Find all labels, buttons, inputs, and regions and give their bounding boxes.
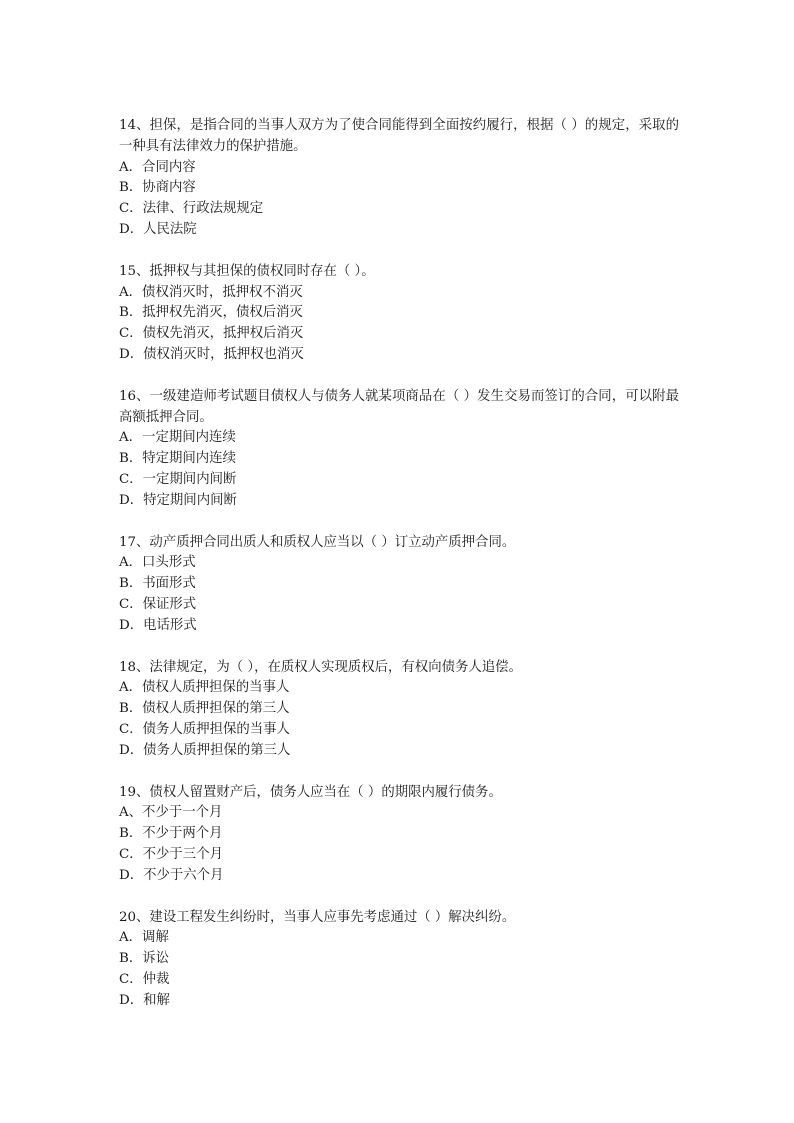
option-b: B．不少于两个月 <box>119 826 223 842</box>
option-b: B．抵押权先消灭，债权后消灭 <box>119 305 303 321</box>
option-b: B．诉讼 <box>119 951 170 967</box>
question-18 <box>119 658 679 762</box>
option-b: B．债权人质押担保的第三人 <box>119 701 290 717</box>
option-d: D．电话形式 <box>119 617 197 633</box>
option-c: C．债务人质押担保的当事人 <box>119 721 290 737</box>
option-a: A．合同内容 <box>119 159 196 175</box>
question-stem: 14、担保，是指合同的当事人双方为了使合同能得到全面按约履行，根据（ ）的规定，采取的一种具有法律效力的保护措施。 <box>119 118 679 154</box>
option-c: C．仲裁 <box>119 971 170 987</box>
option-c: C．一定期间内间断 <box>119 471 237 487</box>
question-19 <box>119 783 679 887</box>
question-stem: 15、抵押权与其担保的债权同时存在（ ）。 <box>119 263 375 279</box>
question-20 <box>119 908 679 1012</box>
question-15 <box>119 262 679 366</box>
option-a: A．债权消灭时，抵押权不消灭 <box>119 284 303 300</box>
option-b: B．书面形式 <box>119 576 196 592</box>
document-page <box>119 116 679 1032</box>
option-d: D．人民法院 <box>119 221 197 237</box>
question-14 <box>119 116 679 241</box>
option-c: C．债权先消灭，抵押权后消灭 <box>119 326 304 342</box>
option-b: B．协商内容 <box>119 180 196 196</box>
option-c: C．保证形式 <box>119 596 197 612</box>
question-stem: 19、债权人留置财产后，债务人应当在（ ）的期限内履行债务。 <box>119 784 502 800</box>
option-d: D．和解 <box>119 992 170 1008</box>
question-stem: 20、建设工程发生纠纷时，当事人应事先考虑通过（ ）解决纠纷。 <box>119 909 516 925</box>
option-a: A．一定期间内连续 <box>119 430 236 446</box>
question-17 <box>119 533 679 637</box>
option-a: A．口头形式 <box>119 555 196 571</box>
option-a: A、不少于一个月 <box>119 805 223 821</box>
question-stem: 17、动产质押合同出质人和质权人应当以（ ）订立动产质押合同。 <box>119 534 516 550</box>
question-stem: 16、一级建造师考试题目债权人与债务人就某项商品在（ ）发生交易而签订的合同，可以附最高额抵押合同。 <box>119 388 679 425</box>
question-stem: 18、法律规定，为（ ），在质权人实现质权后，有权向债务人追偿。 <box>119 659 522 675</box>
option-d: D．特定期间内间断 <box>119 492 237 508</box>
question-16 <box>119 387 679 512</box>
option-d: D．债权消灭时，抵押权也消灭 <box>119 346 304 362</box>
option-b: B．特定期间内连续 <box>119 451 236 467</box>
option-d: D．债务人质押担保的第三人 <box>119 742 291 758</box>
option-c: C．不少于三个月 <box>119 846 223 862</box>
option-a: A．调解 <box>119 930 169 946</box>
option-c: C．法律、行政法规规定 <box>119 201 264 217</box>
option-a: A．债权人质押担保的当事人 <box>119 680 290 696</box>
option-d: D．不少于六个月 <box>119 867 224 883</box>
